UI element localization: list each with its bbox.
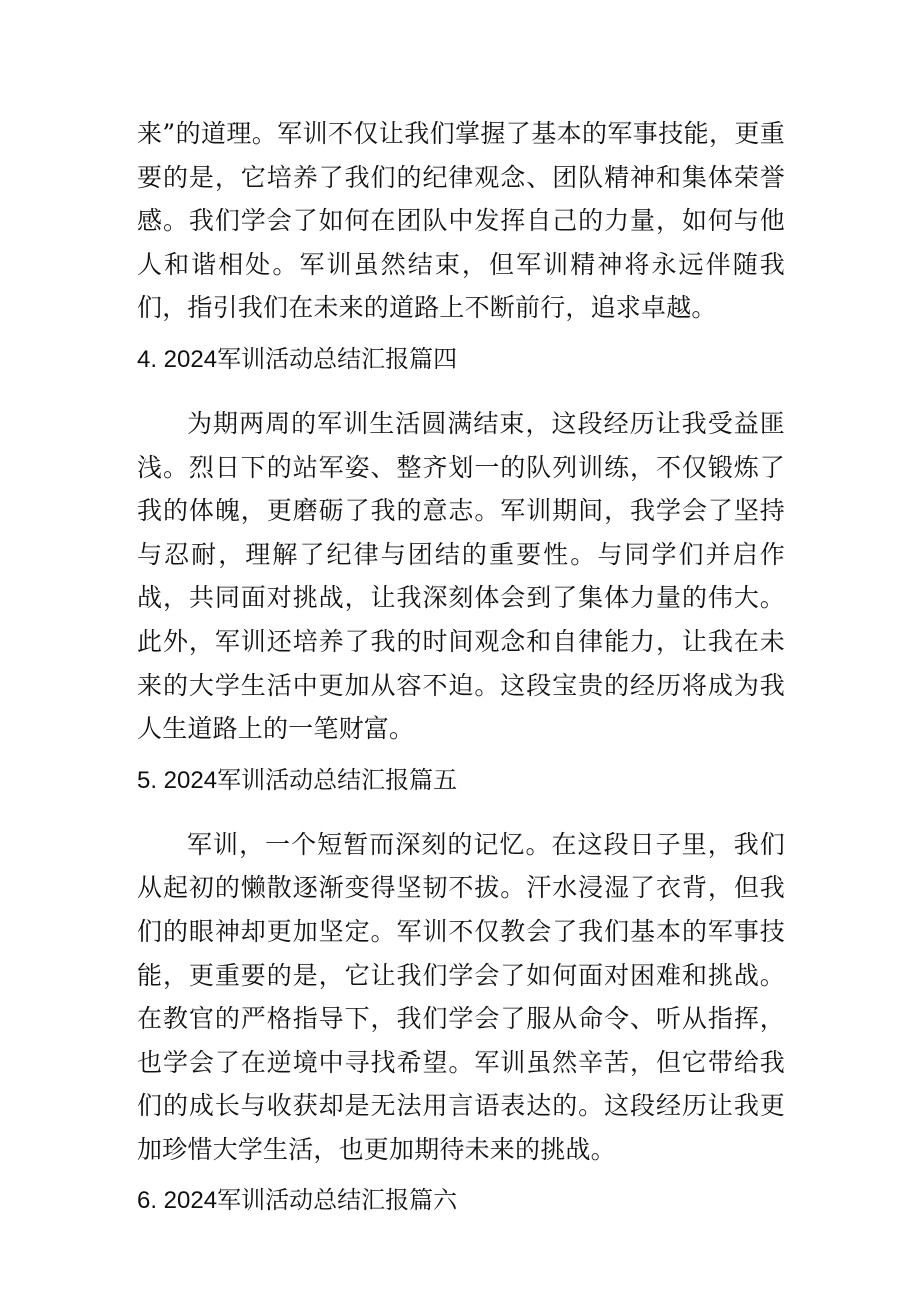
section-heading-6: 6. 2024军训活动总结汇报篇六 bbox=[137, 1187, 458, 1215]
section-body-4: 为期两周的军训生活圆满结束，这段经历让我受益匪浅。烈日下的站军姿、整齐划一的队列训练，不仅锻炼了我的体魄，更磨砺了我的意志。军训期间，我学会了坚持与忍耐，理解了纪律与团结的重要性。与同学们并启作战，共同面对挑战，让我深刻体会到了集体力量的伟大。此外，军训还培养了我的时间观念和自律能力，让我在未来的大学生活中更加从容不迫。这段宝贵的经历将成为我人生道路上的一笔财富。 bbox=[137, 408, 785, 744]
section-body-5: 军训，一个短暂而深刻的记忆。在这段日子里，我们从起初的懒散逐渐变得坚韧不拔。汗水浸湿了衣背，但我们的眼神却更加坚定。军训不仅教会了我们基本的军事技能，更重要的是，它让我们学会了如何面对困难和挑战。在教官的严格指导下，我们学会了服从命令、听从指挥，也学会了在逆境中寻找希望。军训虽然辛苦，但它带给我们的成长与收获却是无法用言语表达的。这段经历让我更加珍惜大学生活，也更加期待未来的挑战。 bbox=[137, 829, 785, 1164]
section-heading-4: 4. 2024军训活动总结汇报篇四 bbox=[137, 345, 458, 373]
document-content bbox=[137, 112, 785, 1221]
section-heading-5: 5. 2024军训活动总结汇报篇五 bbox=[137, 766, 458, 794]
continuation-paragraph: 来”的道理。军训不仅让我们掌握了基本的军事技能，更重要的是，它培养了我们的纪律观念、团队精神和集体荣誉感。我们学会了如何在团队中发挥自己的力量，如何与他人和谐相处。军训虽然结束，但军训精神将永远伴随我们，指引我们在未来的道路上不断前行，追求卓越。 bbox=[137, 119, 785, 323]
